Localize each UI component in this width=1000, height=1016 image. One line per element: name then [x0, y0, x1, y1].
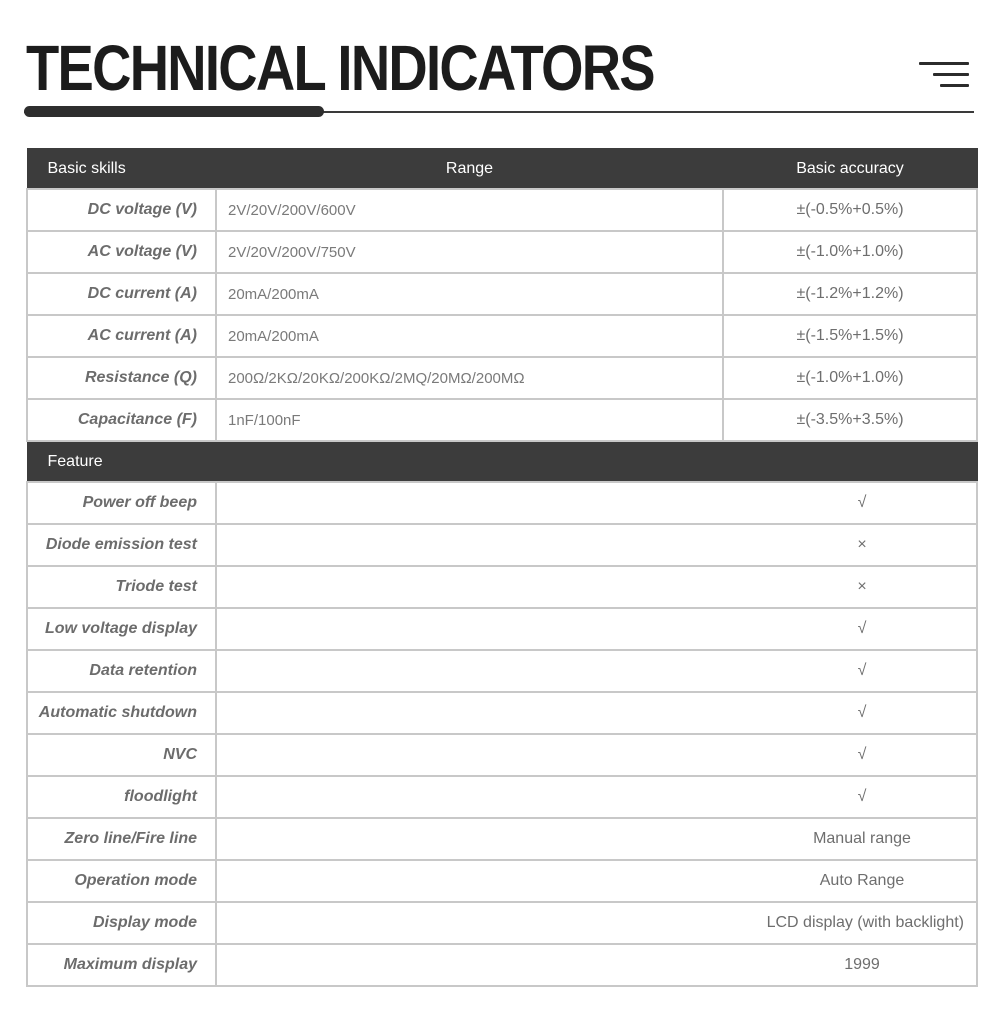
feature-row: [27, 482, 977, 524]
measurement-accuracy: ±(-0.5%+0.5%): [723, 189, 977, 231]
measurement-accuracy: ±(-3.5%+3.5%): [723, 399, 977, 441]
feature-label: Triode test: [27, 566, 216, 608]
feature-value-cell: [216, 734, 977, 776]
feature-value-cell: [216, 566, 977, 608]
column-header-basic-accuracy: Basic accuracy: [723, 149, 977, 190]
measurement-range: 200Ω/2KΩ/20KΩ/200KΩ/2MQ/20MΩ/200MΩ: [216, 357, 723, 399]
feature-value: √: [857, 788, 867, 805]
feature-value-cell: [216, 902, 977, 944]
feature-label: floodlight: [27, 776, 216, 818]
feature-row: [27, 608, 977, 650]
feature-label: Maximum display: [27, 944, 216, 986]
feature-value: ×: [857, 578, 867, 595]
feature-row: [27, 818, 977, 860]
measurement-label: AC voltage (V): [27, 231, 216, 273]
column-header-range: Range: [216, 149, 723, 190]
feature-value: 1999: [844, 956, 880, 973]
measurement-range: 20mA/200mA: [216, 273, 723, 315]
hamburger-menu-icon[interactable]: [916, 60, 972, 92]
feature-value-cell: [216, 524, 977, 566]
feature-row: [27, 524, 977, 566]
feature-value: ×: [857, 536, 867, 553]
measurement-row: [27, 357, 977, 399]
feature-row: [27, 692, 977, 734]
measurement-accuracy: ±(-1.0%+1.0%): [723, 231, 977, 273]
column-header-basic-skills: Basic skills: [27, 149, 216, 190]
measurement-label: Capacitance (F): [27, 399, 216, 441]
measurement-range: 2V/20V/200V/750V: [216, 231, 723, 273]
table-header-row: [27, 149, 977, 190]
measurement-accuracy: ±(-1.2%+1.2%): [723, 273, 977, 315]
feature-value-cell: [216, 860, 977, 902]
feature-value: Manual range: [813, 830, 911, 847]
measurement-accuracy: ±(-1.0%+1.0%): [723, 357, 977, 399]
feature-row: [27, 734, 977, 776]
feature-value-cell: [216, 650, 977, 692]
feature-value-cell: [216, 944, 977, 986]
measurement-row: [27, 189, 977, 231]
feature-value: Auto Range: [819, 872, 905, 889]
measurement-accuracy: ±(-1.5%+1.5%): [723, 315, 977, 357]
menu-bar-middle: [933, 73, 969, 76]
measurement-label: DC current (A): [27, 273, 216, 315]
feature-value: LCD display (with backlight): [766, 914, 964, 931]
feature-row: [27, 944, 977, 986]
feature-value-cell: [216, 482, 977, 524]
feature-section-header: Feature: [27, 441, 977, 482]
feature-label: NVC: [27, 734, 216, 776]
spec-table: [26, 148, 978, 987]
feature-value-cell: [216, 818, 977, 860]
feature-label: Low voltage display: [27, 608, 216, 650]
measurement-label: AC current (A): [27, 315, 216, 357]
feature-value: √: [857, 704, 867, 721]
measurement-row: [27, 273, 977, 315]
feature-label: Operation mode: [27, 860, 216, 902]
feature-header-row: [27, 441, 977, 482]
measurement-range: 2V/20V/200V/600V: [216, 189, 723, 231]
feature-value: √: [857, 494, 867, 511]
measurement-range: 20mA/200mA: [216, 315, 723, 357]
feature-label: Power off beep: [27, 482, 216, 524]
feature-label: Zero line/Fire line: [27, 818, 216, 860]
feature-value-cell: [216, 608, 977, 650]
feature-value-cell: [216, 692, 977, 734]
feature-label: Automatic shutdown: [27, 692, 216, 734]
measurement-range: 1nF/100nF: [216, 399, 723, 441]
measurement-label: Resistance (Q): [27, 357, 216, 399]
measurement-row: [27, 315, 977, 357]
feature-value-cell: [216, 776, 977, 818]
page-title: TECHNICAL INDICATORS: [26, 32, 654, 104]
feature-label: Display mode: [27, 902, 216, 944]
feature-row: [27, 566, 977, 608]
feature-value: √: [857, 620, 867, 637]
feature-row: [27, 776, 977, 818]
feature-row: [27, 650, 977, 692]
measurement-label: DC voltage (V): [27, 189, 216, 231]
feature-label: Data retention: [27, 650, 216, 692]
measurement-row: [27, 399, 977, 441]
menu-bar-bottom: [940, 84, 969, 87]
measurement-row: [27, 231, 977, 273]
feature-value: √: [857, 662, 867, 679]
menu-bar-top: [919, 62, 969, 65]
feature-value: √: [857, 746, 867, 763]
feature-row: [27, 902, 977, 944]
title-underline-accent: [24, 106, 324, 117]
feature-label: Diode emission test: [27, 524, 216, 566]
feature-row: [27, 860, 977, 902]
